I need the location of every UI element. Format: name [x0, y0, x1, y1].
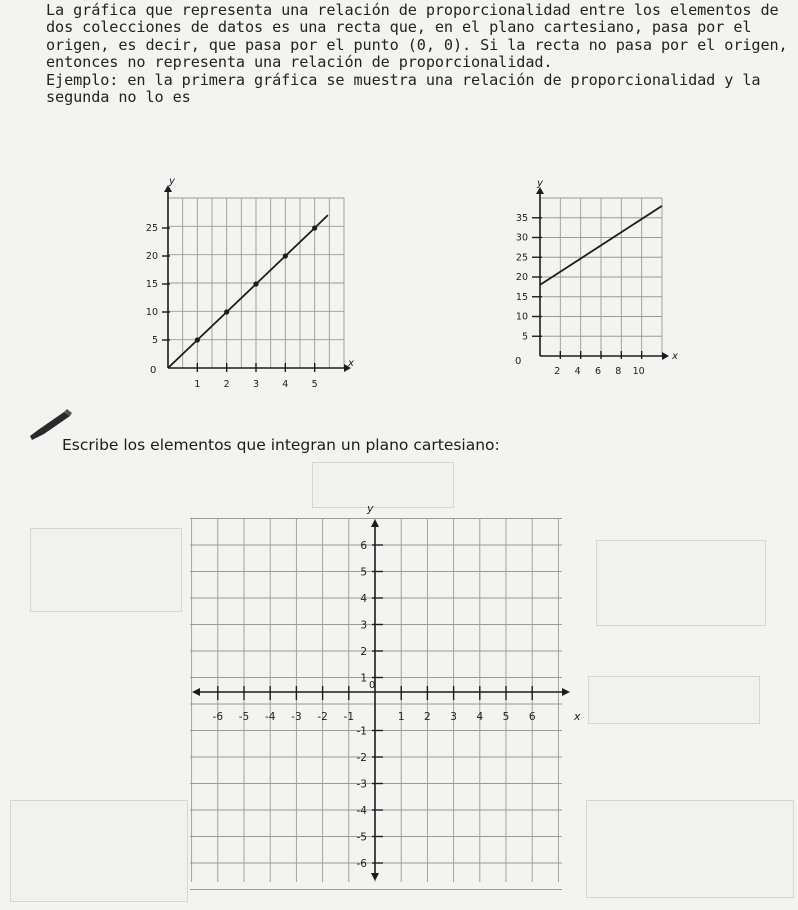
x-axis-label: x [348, 358, 354, 369]
x-tick-label: 4 [476, 711, 484, 723]
x-axis-label: x [574, 710, 581, 723]
x-tick-label: 5 [502, 711, 510, 723]
y-tick-label: 5 [151, 335, 158, 346]
x-tick-label: 3 [450, 711, 457, 723]
y-axis-label: y [537, 178, 543, 189]
x-tick-label: 3 [252, 379, 260, 390]
y-axis-arrow-up [371, 519, 379, 527]
y-tick-label: 1 [360, 672, 367, 685]
x-tick-label: -1 [343, 711, 355, 723]
x-tick-label: 4 [282, 379, 289, 390]
y-tick-label: 6 [360, 540, 367, 552]
x-axis-label: x [672, 351, 678, 362]
x-tick-label: 1 [194, 379, 201, 390]
x-axis-arrow-left [192, 688, 200, 696]
y-tick-label: -1 [356, 725, 367, 738]
x-tick-label: 8 [615, 366, 622, 377]
instruction-text: Escribe los elementos que integran un plano cartesiano: [62, 436, 500, 454]
y-tick-label: 5 [360, 566, 367, 579]
y-axis-arrow-down [371, 873, 379, 881]
y-tick-label: 4 [360, 593, 367, 605]
x-tick-label: 1 [397, 711, 405, 723]
y-tick-label: 10 [515, 311, 528, 323]
y-axis-label: y [367, 502, 374, 515]
origin-label: 0 [150, 365, 157, 376]
y-tick-label: 5 [521, 331, 528, 343]
y-tick-label: 10 [145, 307, 158, 318]
intro-paragraph-definition: La gráfica que representa una relación de proporcionalidad entre los elementos de dos colecciones de datos es una recta que, en el plano cartesiano, pasa por el origen, es decir, que pasa por el punto (0, 0). Si la recta no pasa por el origen, entonces no representa una relación de proporcionalidad. [46, 1, 788, 72]
y-tick-label: 35 [515, 212, 528, 224]
x-axis-arrow-right [562, 688, 570, 696]
x-tick-label: 2 [554, 366, 561, 377]
y-tick-label: 15 [145, 279, 158, 290]
x-tick-label: -6 [212, 711, 224, 723]
x-tick-label: -2 [317, 711, 328, 723]
x-tick-label: 10 [632, 366, 645, 377]
y-axis-label: y [169, 176, 175, 187]
y-tick-label: 25 [515, 252, 528, 264]
y-tick-label: -3 [356, 778, 367, 791]
x-tick-label: 6 [528, 711, 536, 723]
origin-label: 0 [369, 680, 376, 691]
y-tick-label: 15 [515, 291, 528, 303]
y-tick-label: 20 [515, 272, 528, 283]
y-tick-label: -4 [356, 805, 367, 817]
x-tick-label: 2 [223, 379, 230, 390]
y-tick-label: 25 [145, 223, 158, 234]
y-tick-label: 20 [145, 251, 158, 262]
x-tick-label: -5 [238, 711, 250, 723]
y-tick-label: 2 [360, 646, 367, 658]
y-tick-label: 3 [360, 619, 367, 632]
y-tick-label: -2 [356, 752, 367, 764]
y-tick-label: 30 [515, 232, 528, 244]
x-tick-label: 6 [594, 366, 602, 377]
origin-label: 0 [515, 356, 522, 367]
x-tick-label: -3 [291, 711, 302, 723]
chart-grid [190, 518, 562, 890]
y-tick-label: -5 [356, 831, 367, 844]
y-tick-label: -6 [356, 858, 367, 870]
x-tick-label: 4 [574, 366, 581, 377]
x-tick-label: 2 [424, 711, 431, 723]
x-tick-label: -4 [264, 711, 276, 723]
x-tick-label: 5 [311, 379, 318, 390]
intro-paragraph-example: Ejemplo: en la primera gráfica se muestra una relación de proporcionalidad y la segunda no lo es [46, 70, 761, 107]
